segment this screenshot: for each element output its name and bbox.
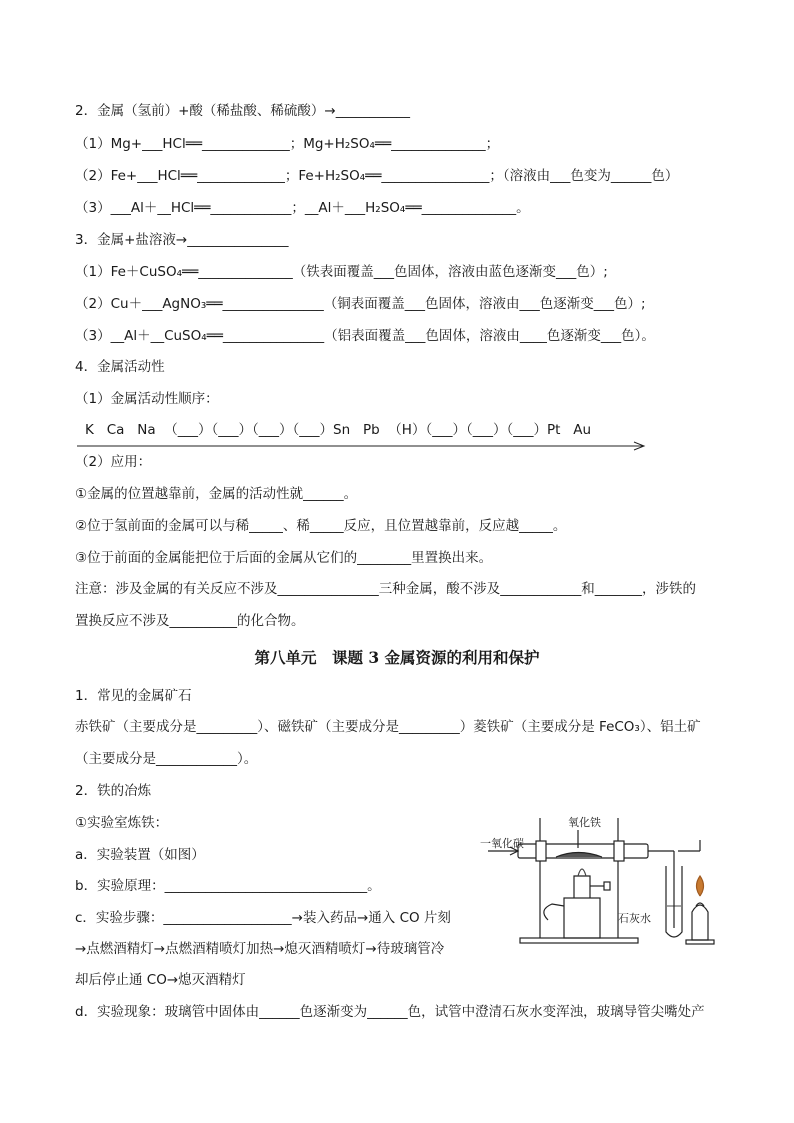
- salt-heading: 3．金属+盐溶液→_______________: [75, 232, 289, 248]
- rule-3: ③位于前面的金属能把位于后面的金属从它们的________里置换出来。: [75, 550, 493, 566]
- step-c-line-2: →点燃酒精灯→点燃酒精喷灯加热→熄灭酒精喷灯→待玻璃管冷: [75, 941, 445, 957]
- iron-oxide-label: 氧化铁: [568, 816, 601, 829]
- step-c-line-1: c．实验步骤：___________________→装入药品→通入 CO 片刻: [75, 910, 451, 926]
- step-b: b．实验原理：______________________________。: [75, 878, 381, 894]
- salt-reaction-1: （1）Fe＋CuSO₄══______________（铁表面覆盖___色固体，溶液由蓝色逐渐变___色）;: [75, 264, 608, 280]
- acid-heading: 2．金属（氢前）+酸（稀盐酸、稀硫酸）→___________: [75, 103, 410, 119]
- note-line-1: 注意：涉及金属的有关反应不涉及_______________三种金属，酸不涉及____________和_______，涉铁的: [75, 581, 696, 597]
- rule-2: ②位于氢前面的金属可以与稀_____、稀_____反应，且位置越靠前，反应越_____。: [75, 518, 567, 534]
- ore-line-2: （主要成分是____________）。: [75, 751, 258, 767]
- activity-heading: 4．金属活动性: [75, 359, 165, 375]
- step-d: d．实验现象：玻璃管中固体由______色逐渐变为______色，试管中澄清石灰水变浑浊，玻璃导管尖嘴处产: [75, 1004, 705, 1020]
- acid-reaction-2: （2）Fe+___HCl══_____________；Fe+H₂SO₄══________________；（溶液由___色变为______色）: [75, 168, 679, 184]
- rule-1: ①金属的位置越靠前，金属的活动性就______。: [75, 486, 358, 502]
- lab-smelting-label: ①实验室炼铁：: [75, 815, 169, 831]
- activity-series-arrow: [77, 441, 647, 451]
- ore-heading: 1．常见的金属矿石: [75, 688, 192, 704]
- unit-title: 第八单元 课题 3 金属资源的利用和保护: [254, 648, 540, 667]
- application-label: （2）应用：: [75, 454, 152, 470]
- note-line-2: 置换反应不涉及__________的化合物。: [75, 613, 305, 629]
- iron-smelting-apparatus-figure: [478, 810, 726, 950]
- acid-reaction-1: （1）Mg+___HCl══_____________；Mg+H₂SO₄══______________；: [75, 136, 500, 152]
- acid-reaction-3: （3）___Al＋__HCl══____________；__Al＋___H₂SO₄══______________。: [75, 200, 530, 216]
- limewater-label: 石灰水: [618, 912, 651, 925]
- co-label: 一氧化碳: [480, 837, 524, 850]
- salt-reaction-3: （3）__Al＋__CuSO₄══_______________（铝表面覆盖___色固体，溶液由____色逐渐变___色）。: [75, 328, 655, 344]
- salt-reaction-2: （2）Cu＋___AgNO₃══_______________（铜表面覆盖___色固体，溶液由___色逐渐变___色）;: [75, 296, 646, 312]
- activity-order-label: （1）金属活动性顺序：: [75, 391, 219, 407]
- step-c-line-3: 却后停止通 CO→熄灭酒精灯: [75, 972, 246, 988]
- activity-series: K Ca Na （___）（___）（___）（___）Sn Pb （H）（___）（___）（___）Pt Au: [85, 422, 592, 438]
- ore-line-1: 赤铁矿（主要成分是_________）、磁铁矿（主要成分是_________）菱铁矿（主要成分是 FeCO₃）、铝土矿: [75, 719, 701, 735]
- step-a: a．实验装置（如图）: [75, 847, 205, 863]
- smelt-heading: 2．铁的冶炼: [75, 783, 152, 799]
